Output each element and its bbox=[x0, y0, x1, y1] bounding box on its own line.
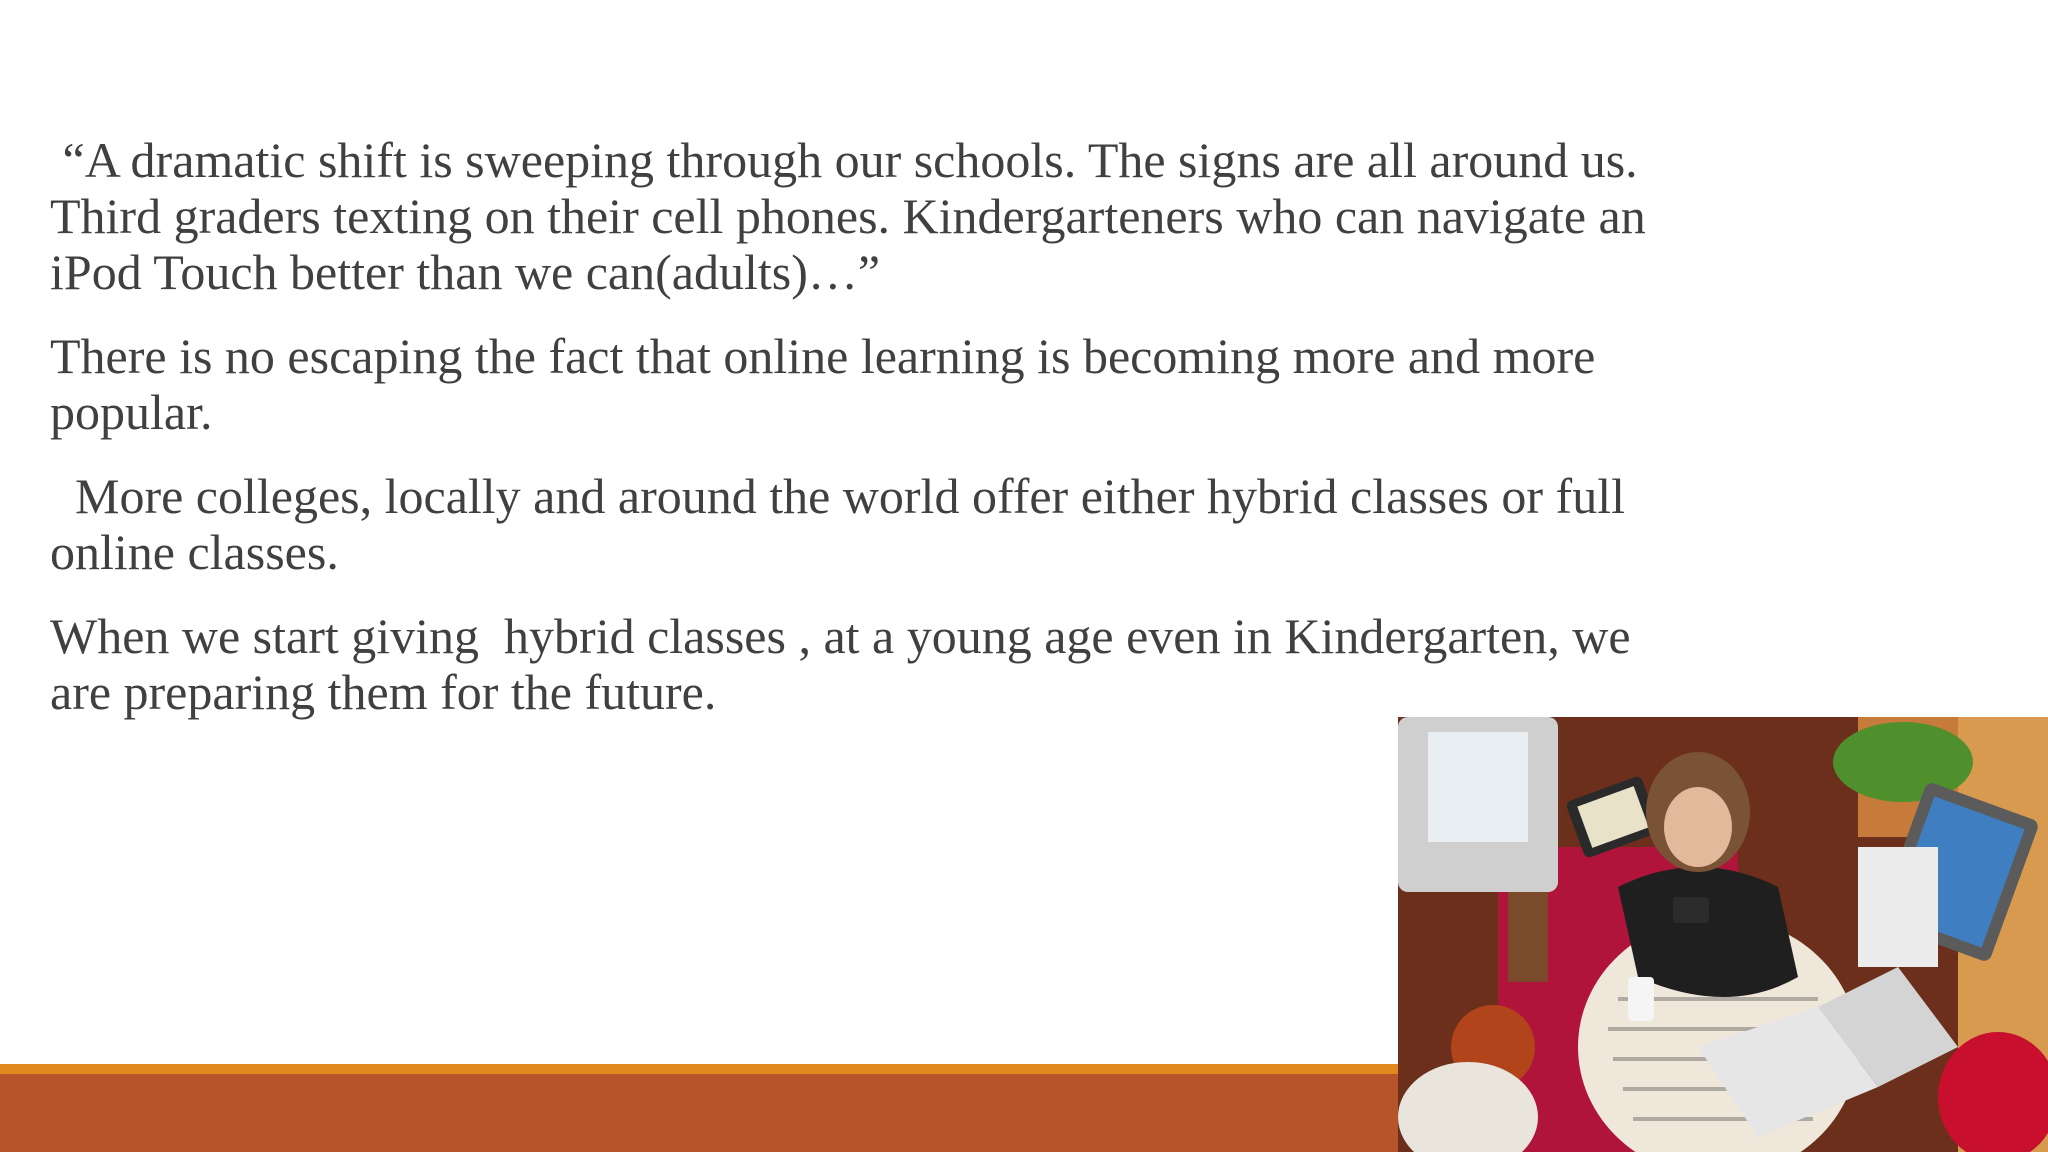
colleges-paragraph: More colleges, locally and around the world offer either hybrid classes or full online classes. bbox=[50, 468, 1638, 580]
photo-illustration bbox=[1398, 717, 2048, 1152]
footer-accent-band bbox=[0, 1064, 1400, 1074]
kindergarten-paragraph: When we start giving hybrid classes , at a young age even in Kindergarten, we are preparing them for the future. bbox=[50, 608, 1644, 720]
slide-body-text bbox=[50, 132, 1700, 748]
quote-paragraph: “A dramatic shift is sweeping through our schools. The signs are all around us. Third graders texting on their cell phones. Kindergarteners who can navigate an iPod Touch better than we can(adults)…” bbox=[50, 132, 1659, 300]
child-with-devices-photo bbox=[1398, 717, 2048, 1152]
footer-band bbox=[0, 1074, 1400, 1152]
online-learning-paragraph: There is no escaping the fact that online learning is becoming more and more popular. bbox=[50, 328, 1608, 440]
